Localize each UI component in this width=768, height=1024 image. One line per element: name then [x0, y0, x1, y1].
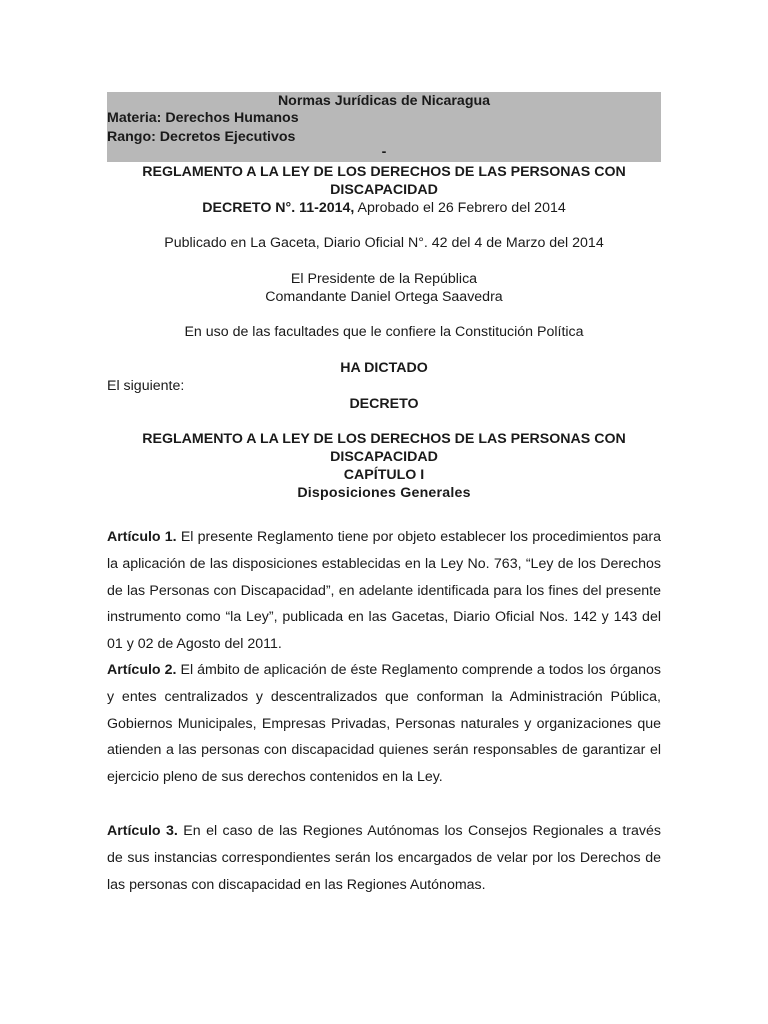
article-3-text: En el caso de las Regiones Autónomas los Consejos Regionales a través de sus instancias correspondientes serán los encargados de velar por los Derechos de las personas con discapacidad en las Regiones Autónomas. — [107, 823, 661, 893]
el-siguiente-text: El siguiente: — [107, 378, 185, 394]
article-1-label: Artículo 1. — [107, 529, 177, 545]
header-rango: Rango: Decretos Ejecutivos — [107, 129, 296, 145]
decreto-heading: DECRETO — [349, 396, 419, 412]
article-2-text: El ámbito de aplicación de éste Reglamento comprende a todos los órganos y entes centralizados y descentralizados que conforman la Administración Pública, Gobiernos Municipales, Empresas Privadas, Personas naturales y organizaciones que atienden a las personas con discapacidad quienes serán responsables de garantizar el ejercicio pleno de sus derechos contenidos en la Ley. — [107, 662, 661, 786]
decree-line — [107, 199, 661, 217]
president-line-2: Comandante Daniel Ortega Saavedra — [265, 289, 503, 305]
chapter-heading: CAPÍTULO I — [343, 467, 425, 483]
decree-number: DECRETO N°. 11-2014, — [202, 200, 355, 216]
header-materia: Materia: Derechos Humanos — [107, 110, 299, 126]
article-3 — [107, 818, 661, 898]
article-2 — [107, 657, 661, 791]
document-title-line-1: REGLAMENTO A LA LEY DE LOS DERECHOS DE LAS PERSONAS CON — [142, 164, 626, 180]
article-3-label: Artículo 3. — [107, 823, 178, 839]
article-1 — [107, 524, 661, 658]
article-1-text: El presente Reglamento tiene por objeto establecer los procedimientos para la aplicación de las disposiciones establecidas en la Ley No. 763, “Ley de los Derechos de las Personas con Discapacidad”, en adelante identificada para los fines del presente instrumento como “la Ley”, publicada en las Gacetas, Diario Oficial Nos. 142 y 143 del 01 y 02 de Agosto del 2011. — [107, 529, 661, 653]
regulation-title-line-1: REGLAMENTO A LA LEY DE LOS DERECHOS DE LAS PERSONAS CON — [142, 431, 626, 447]
regulation-title-line-2: DISCAPACIDAD — [330, 449, 438, 465]
publication-line: Publicado en La Gaceta, Diario Oficial N°. 42 del 4 de Marzo del 2014 — [164, 235, 604, 251]
header-band — [107, 92, 661, 162]
president-line-1: El Presidente de la República — [290, 271, 478, 287]
article-2-label: Artículo 2. — [107, 662, 177, 678]
ha-dictado-heading: HA DICTADO — [340, 360, 428, 376]
decree-approved-date: Aprobado el 26 Febrero del 2014 — [354, 200, 566, 216]
document-title-line-2: DISCAPACIDAD — [330, 182, 438, 198]
facultades-line: En uso de las facultades que le confiere la Constitución Política — [184, 324, 584, 340]
chapter-title: Disposiciones Generales — [297, 485, 471, 501]
header-dash: - — [381, 144, 387, 160]
header-title: Normas Jurídicas de Nicaragua — [277, 93, 491, 109]
